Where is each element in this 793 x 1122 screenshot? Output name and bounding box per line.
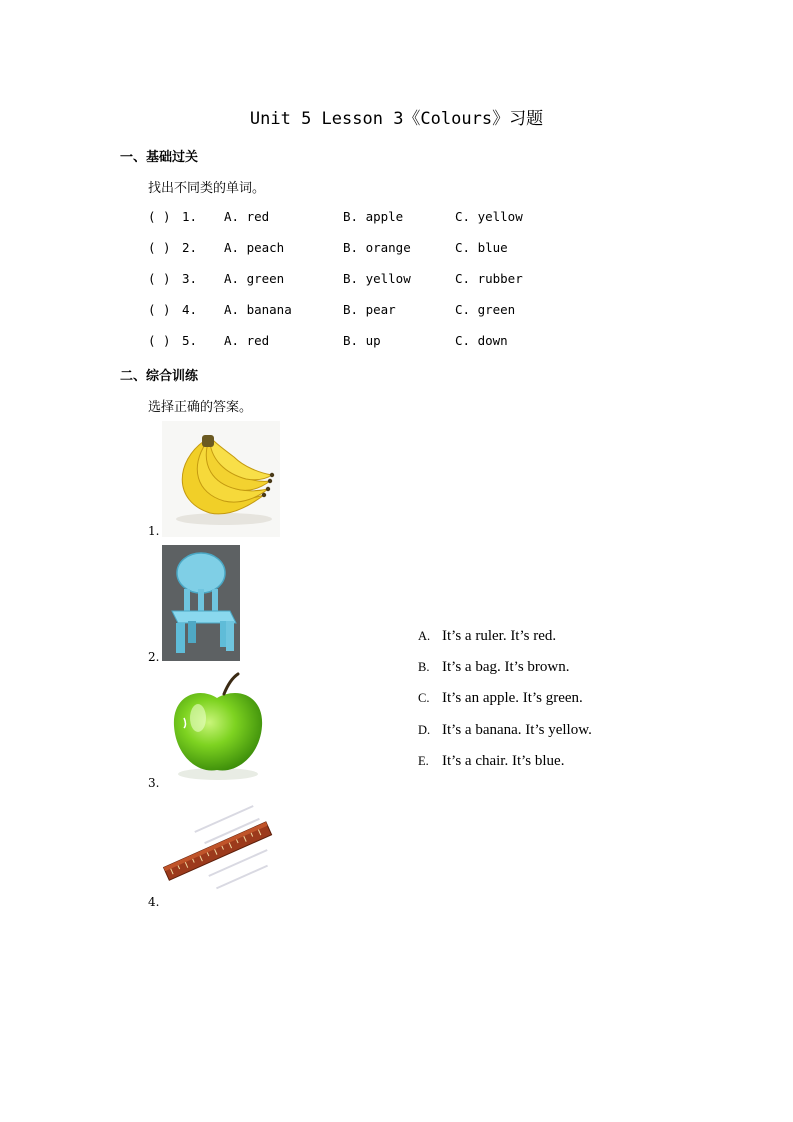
answer-blank: ( ) bbox=[148, 209, 171, 224]
answer-choice-b bbox=[418, 659, 569, 676]
option-c: C. down bbox=[455, 333, 508, 348]
question-number: 5. bbox=[182, 333, 198, 348]
answer-blank: ( ) bbox=[148, 240, 171, 255]
picture-number-1: 1. bbox=[148, 524, 160, 538]
option-a: A. green bbox=[224, 271, 285, 286]
answer-letter: E. bbox=[418, 754, 429, 768]
ruler-image bbox=[162, 800, 278, 904]
option-c: C. green bbox=[455, 302, 516, 317]
answer-blank: ( ) bbox=[148, 333, 171, 348]
question-row-3 bbox=[148, 271, 568, 291]
answer-text: It’s a bag. It’s brown. bbox=[442, 659, 570, 675]
picture-number-3: 3. bbox=[148, 776, 160, 790]
option-c: C. yellow bbox=[455, 209, 523, 224]
answer-blank: ( ) bbox=[148, 271, 171, 286]
answer-text: It’s a banana. It’s yellow. bbox=[442, 722, 592, 738]
option-a: A. red bbox=[224, 333, 270, 348]
question-number: 1. bbox=[182, 209, 198, 224]
option-c: C. blue bbox=[455, 240, 508, 255]
option-b: B. up bbox=[343, 333, 381, 348]
answer-choice-e bbox=[418, 753, 564, 770]
question-number: 4. bbox=[182, 302, 198, 317]
question-row-2 bbox=[148, 240, 568, 260]
section-2-instruction: 选择正确的答案。 bbox=[148, 400, 253, 415]
section-1-instruction: 找出不同类的单词。 bbox=[148, 181, 266, 196]
answer-letter: B. bbox=[418, 660, 430, 674]
option-a: A. red bbox=[224, 209, 270, 224]
answer-letter: C. bbox=[418, 691, 430, 705]
answer-choice-c bbox=[418, 690, 583, 707]
question-row-5 bbox=[148, 333, 568, 353]
chair-image bbox=[162, 545, 240, 661]
question-number: 2. bbox=[182, 240, 198, 255]
option-a: A. peach bbox=[224, 240, 285, 255]
banana-image bbox=[162, 421, 280, 537]
picture-number-4: 4. bbox=[148, 895, 160, 909]
answer-text: It’s a chair. It’s blue. bbox=[442, 753, 565, 769]
question-row-4 bbox=[148, 302, 568, 322]
picture-number-2: 2. bbox=[148, 650, 160, 664]
answer-letter: D. bbox=[418, 723, 431, 737]
answer-text: It’s a ruler. It’s red. bbox=[442, 628, 557, 644]
apple-image bbox=[162, 670, 272, 788]
section-2-heading: 二、综合训练 bbox=[120, 369, 199, 384]
option-b: B. yellow bbox=[343, 271, 411, 286]
section-1-heading: 一、基础过关 bbox=[120, 150, 199, 165]
option-c: C. rubber bbox=[455, 271, 523, 286]
answer-choice-a bbox=[418, 628, 556, 645]
option-b: B. apple bbox=[343, 209, 404, 224]
option-b: B. pear bbox=[343, 302, 396, 317]
answer-text: It’s an apple. It’s green. bbox=[442, 690, 583, 706]
answer-blank: ( ) bbox=[148, 302, 171, 317]
option-b: B. orange bbox=[343, 240, 411, 255]
question-number: 3. bbox=[182, 271, 198, 286]
answer-choice-d bbox=[418, 722, 592, 739]
page-title: Unit 5 Lesson 3《Colours》习题 bbox=[249, 109, 544, 129]
question-row-1 bbox=[148, 209, 568, 229]
option-a: A. banana bbox=[224, 302, 292, 317]
answer-letter: A. bbox=[418, 629, 431, 643]
